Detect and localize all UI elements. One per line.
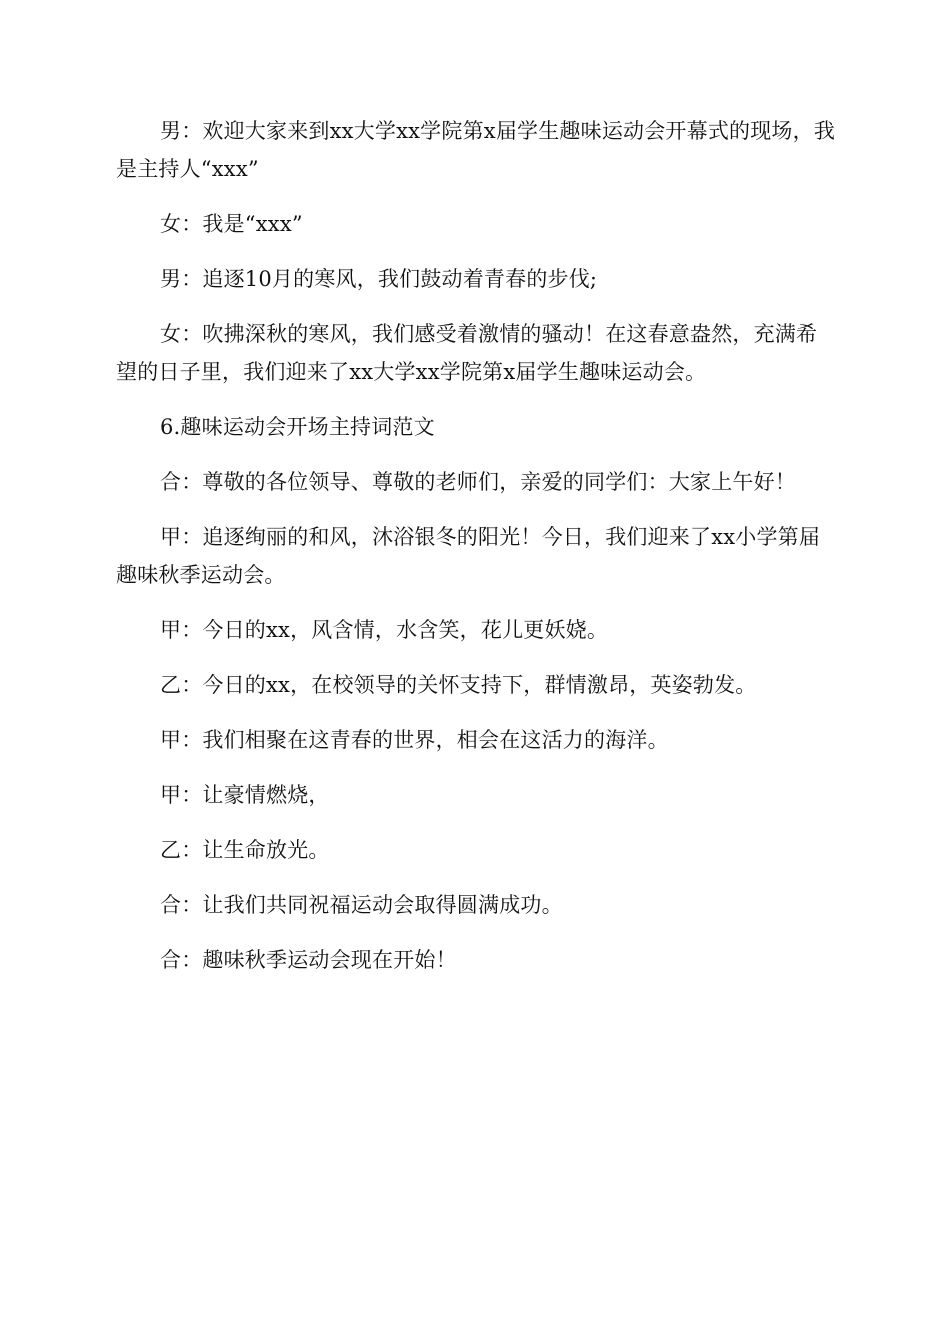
paragraph-14: 合：趣味秋季运动会现在开始！ [160, 948, 457, 972]
paragraph-11: 甲：让豪情燃烧， [160, 783, 330, 807]
paragraph-1: 男：欢迎大家来到xx大学xx学院第x届学生趣味运动会开幕式的现场，我是主持人“xxx” [116, 119, 836, 181]
paragraph-6: 合：尊敬的各位领导、尊敬的老师们，亲爱的同学们：大家上午好！ [160, 470, 796, 494]
paragraph-10: 甲：我们相聚在这青春的世界，相会在这活力的海洋。 [160, 728, 669, 752]
paragraph-13: 合：让我们共同祝福运动会取得圆满成功。 [160, 893, 563, 917]
paragraph-12: 乙：让生命放光。 [160, 838, 330, 862]
paragraph-2: 女：我是“xxx” [160, 212, 303, 236]
paragraph-8: 甲：今日的xx，风含情，水含笑，花儿更妖娆。 [160, 618, 609, 642]
paragraph-9: 乙：今日的xx，在校领导的关怀支持下，群情激昂，英姿勃发。 [160, 673, 757, 697]
paragraph-7: 甲：追逐绚丽的和风，沐浴银冬的阳光！今日，我们迎来了xx小学第届趣味秋季运动会。 [116, 525, 821, 587]
document-body [116, 112, 836, 996]
paragraph-4: 女：吹拂深秋的寒风，我们感受着激情的骚动！在这春意盎然，充满希望的日子里，我们迎来了xx大学xx学院第x届学生趣味运动会。 [116, 322, 818, 384]
section-heading: 6.趣味运动会开场主持词范文 [160, 415, 435, 439]
paragraph-3: 男：追逐10月的寒风，我们鼓动着青春的步伐; [160, 267, 598, 291]
